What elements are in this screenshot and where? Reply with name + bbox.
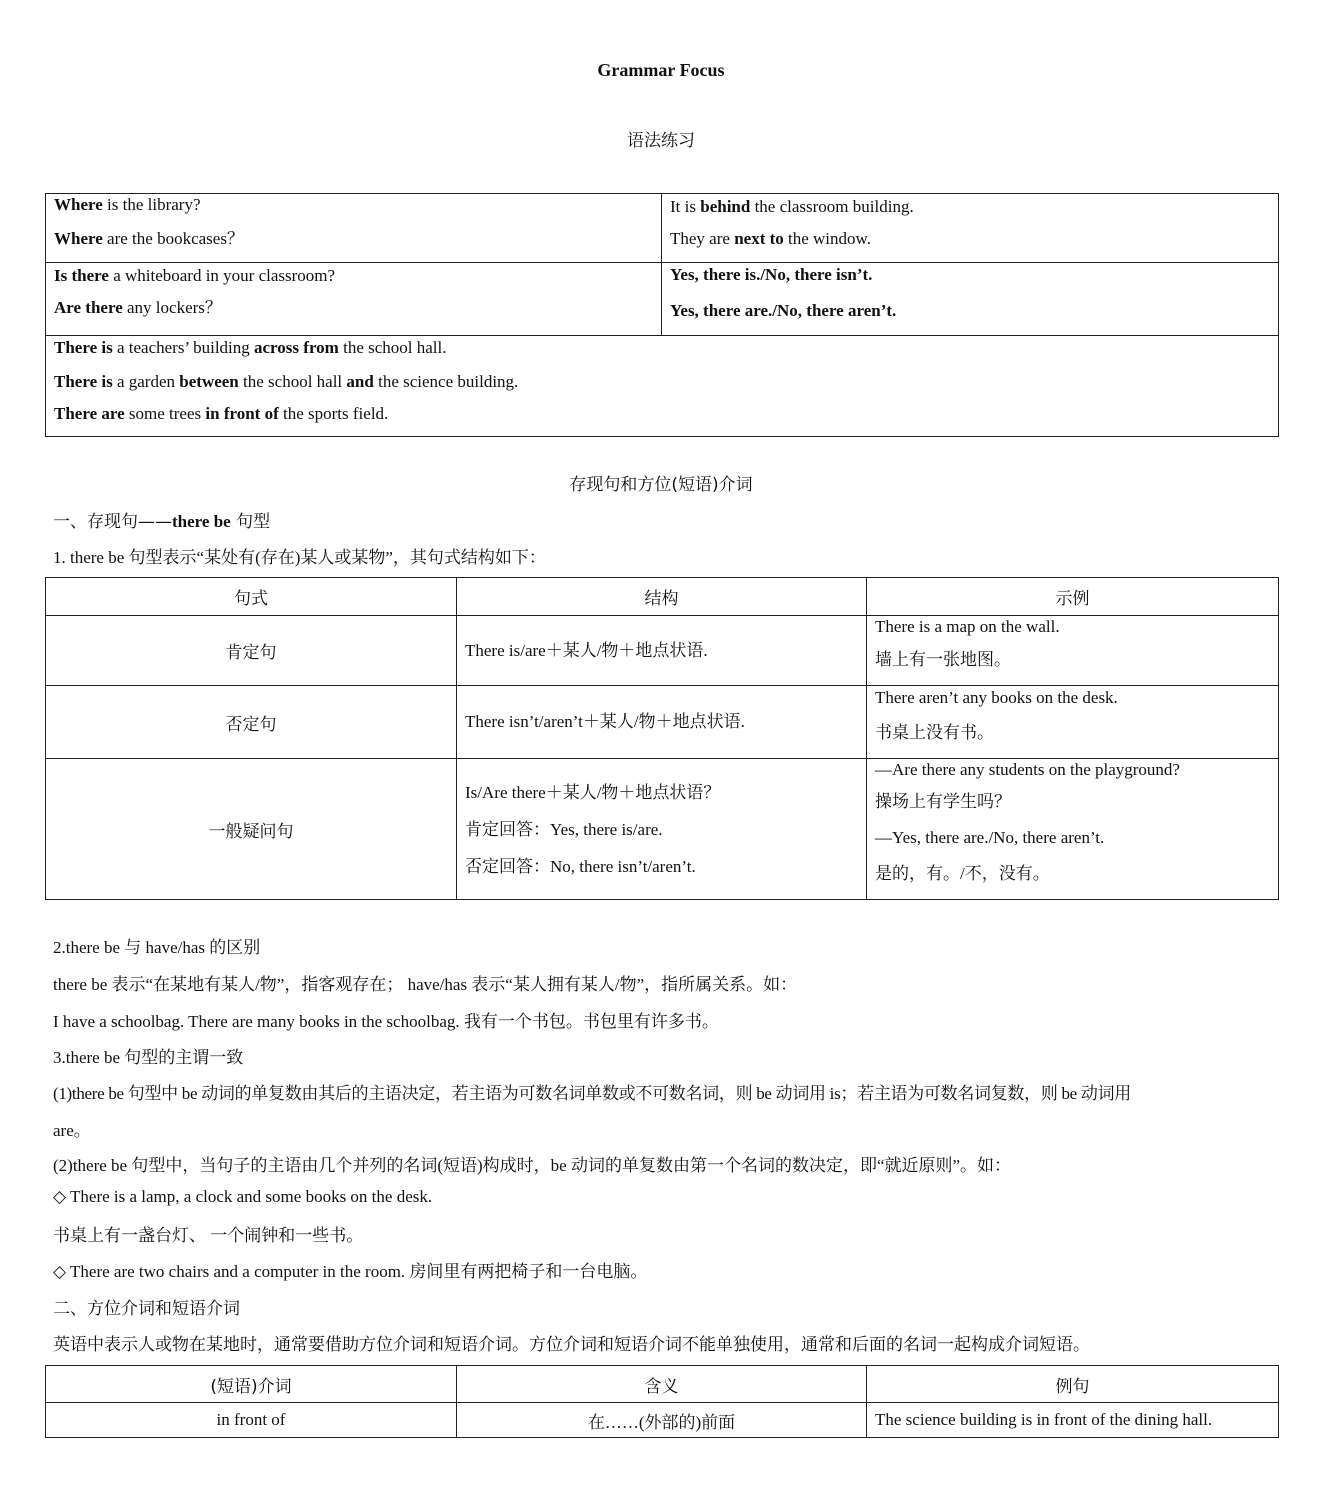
sentence-type: 一般疑问句 xyxy=(46,759,457,900)
focus-line: Yes, there is./No, there isn’t. xyxy=(670,265,873,284)
grammar-focus-table xyxy=(45,193,1279,437)
focus-line: Are there any lockers？ xyxy=(54,298,222,317)
example-line: 是的，有。/不，没有。 xyxy=(875,864,1050,883)
point3-title: 3.there be 句型的主谓一致 xyxy=(53,1048,244,1067)
focus-line: Is there a whiteboard in your classroom? xyxy=(54,266,336,285)
table-row xyxy=(46,759,1279,900)
there-be-table xyxy=(45,577,1279,900)
example-line: —Are there any students on the playground? xyxy=(875,760,1180,779)
table-header: 结构 xyxy=(457,578,867,616)
focus-line: They are next to the window. xyxy=(670,229,871,248)
point2-text: there be 表示“在某地有某人/物”，指客观存在； have/has 表示“某人拥有某人/物”，指所属关系。如： xyxy=(53,975,798,994)
sentence-type: 肯定句 xyxy=(46,616,457,686)
part2-intro: 英语中表示人或物在某地时，通常要借助方位介词和短语介词。方位介词和短语介词不能单独使用，通常和后面的名词一起构成介词短语。 xyxy=(53,1335,1090,1354)
table-header: (短语)介词 xyxy=(46,1366,457,1403)
table-header-row xyxy=(46,1366,1279,1403)
part2-heading: 二、方位介词和短语介词 xyxy=(53,1299,240,1319)
table-header: 例句 xyxy=(867,1366,1279,1403)
focus-row-where xyxy=(46,194,1279,263)
table-header: 句式 xyxy=(46,578,457,616)
structure-line: 肯定回答：Yes, there is/are. xyxy=(465,819,663,839)
example-line: There is a map on the wall. xyxy=(875,617,1060,636)
part1-heading: 一、存现句——there be 句型 xyxy=(53,512,271,532)
point3-rule1: (1)there be 句型中 be 动词的单复数由其后的主语决定，若主语为可数名词单数或不可数名词，则 be 动词用 is；若主语为可数名词复数，则 be 动词用 xyxy=(53,1084,1131,1103)
table-row xyxy=(46,616,1279,686)
focus-line: There is a garden between the school hall and the science building. xyxy=(54,372,519,391)
example-cell: The science building is in front of the dining hall. xyxy=(867,1403,1279,1438)
structure-line: 否定回答：No, there isn’t/aren’t. xyxy=(465,856,696,876)
table-row xyxy=(46,1403,1279,1438)
focus-cell xyxy=(662,194,1279,263)
example-cell xyxy=(867,616,1279,686)
structure-line: There isn’t/aren’t＋某人/物＋地点状语. xyxy=(465,712,745,731)
point1-text: 1. there be 句型表示“某处有(存在)某人或某物”，其句式结构如下： xyxy=(53,548,546,567)
focus-line: Where are the bookcases？ xyxy=(54,229,244,248)
example-cell xyxy=(867,686,1279,759)
point2-title: 2.there be 与 have/has 的区别 xyxy=(53,938,261,957)
focus-cell xyxy=(46,194,662,263)
example-line: 操场上有学生吗？ xyxy=(875,792,1011,811)
example-line: —Yes, there are./No, there aren’t. xyxy=(875,828,1105,847)
example-sentence: ◇ There are two chairs and a computer in the room. 房间里有两把椅子和一台电脑。 xyxy=(53,1262,648,1281)
focus-line: Yes, there are./No, there aren’t. xyxy=(670,301,897,320)
point3-rule1-cont: are。 xyxy=(53,1121,91,1140)
point2-example: I have a schoolbag. There are many books in the schoolbag. 我有一个书包。书包里有许多书。 xyxy=(53,1012,719,1031)
example-line: 书桌上没有书。 xyxy=(875,723,994,742)
example-line: There aren’t any books on the desk. xyxy=(875,688,1118,707)
structure-line: Is/Are there＋某人/物＋地点状语？ xyxy=(465,782,721,802)
example-translation: 书桌上有一盏台灯、 一个闹钟和一些书。 xyxy=(53,1226,364,1245)
focus-cell xyxy=(46,263,662,336)
point3-rule2: (2)there be 句型中，当句子的主语由几个并列的名词(短语)构成时，be 动词的单复数由第一个名词的数决定，即“就近原则”。如： xyxy=(53,1156,1012,1175)
table-header: 示例 xyxy=(867,578,1279,616)
example-line: 墙上有一张地图。 xyxy=(875,650,1011,669)
structure-line: There is/are＋某人/物＋地点状语. xyxy=(465,640,708,660)
table-row xyxy=(46,686,1279,759)
focus-line: There are some trees in front of the sports field. xyxy=(54,404,389,423)
structure-cell xyxy=(457,616,867,686)
preposition-cell: in front of xyxy=(46,1403,457,1438)
page-subtitle: 语法练习 xyxy=(627,131,695,151)
structure-cell xyxy=(457,686,867,759)
example-cell xyxy=(867,759,1279,900)
structure-cell xyxy=(457,759,867,900)
section-title: 存现句和方位(短语)介词 xyxy=(569,475,753,495)
table-header: 含义 xyxy=(457,1366,867,1403)
preposition-table xyxy=(45,1365,1279,1438)
focus-row-is-there xyxy=(46,263,1279,336)
focus-row-there-is xyxy=(46,336,1279,437)
focus-cell xyxy=(46,336,1279,437)
page-title: Grammar Focus xyxy=(597,60,725,80)
focus-line: Where is the library? xyxy=(54,195,201,214)
focus-line: It is behind the classroom building. xyxy=(670,197,914,216)
sentence-type: 否定句 xyxy=(46,686,457,759)
focus-line: There is a teachers’ building across from the school hall. xyxy=(54,338,447,357)
focus-cell xyxy=(662,263,1279,336)
example-sentence: ◇ There is a lamp, a clock and some books on the desk. xyxy=(53,1187,433,1206)
meaning-cell: 在……(外部的)前面 xyxy=(457,1403,867,1438)
